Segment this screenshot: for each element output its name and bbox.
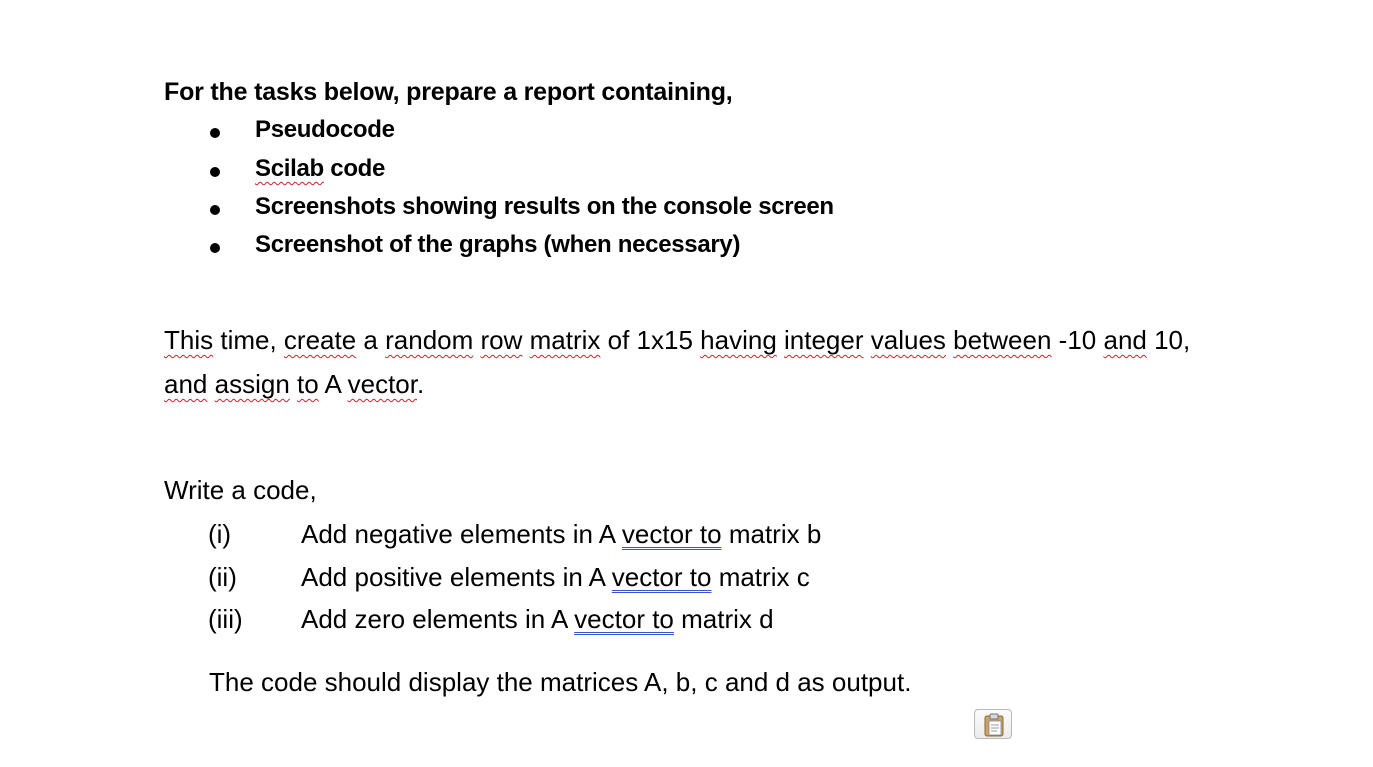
- grammarcheck-phrase: vector to: [574, 604, 674, 634]
- intro-line-2: [164, 369, 424, 400]
- spellcheck-word: and: [1103, 325, 1147, 355]
- spellcheck-word: assign: [214, 369, 290, 399]
- text-run: Add positive elements in A: [301, 562, 612, 592]
- intro-line-1: [164, 325, 1190, 356]
- text-run: matrix d: [673, 604, 774, 634]
- text-run: A: [318, 369, 348, 399]
- bullet-icon: [210, 243, 220, 253]
- text-run: 10,: [1146, 325, 1191, 355]
- spellcheck-word: to: [297, 369, 319, 399]
- bullet-text-graphs: Screenshot of the graphs (when necessary): [255, 231, 741, 258]
- list-number: (ii): [208, 562, 237, 592]
- bullet-text-screenshots: Screenshots showing results on the console screen: [255, 193, 834, 220]
- task-intro: Write a code,: [164, 475, 317, 505]
- grammarcheck-phrase: vector to: [611, 562, 712, 592]
- text-run: Add zero elements in A: [301, 604, 575, 634]
- list-number: (iii): [208, 604, 243, 634]
- text-run: .: [417, 369, 425, 399]
- closing-instruction: The code should display the matrices A, b, c and d as output.: [209, 667, 912, 697]
- task-text: [301, 604, 774, 635]
- spellcheck-word: having: [700, 325, 777, 355]
- text-run: of 1x15: [600, 325, 701, 355]
- bullet-icon: [210, 167, 220, 177]
- text-run: [777, 325, 784, 355]
- spellcheck-word: matrix: [529, 325, 601, 355]
- text-run: [864, 325, 871, 355]
- spellcheck-word: create: [283, 325, 357, 355]
- text-run: a: [356, 325, 386, 355]
- bullet-icon: [210, 128, 220, 138]
- text-run: -10: [1051, 325, 1104, 355]
- spellcheck-word: values: [870, 325, 946, 355]
- spellcheck-word: and: [164, 369, 208, 399]
- bullet-icon: [210, 205, 220, 215]
- spellcheck-word: integer: [784, 325, 864, 355]
- spellcheck-word: vector: [347, 369, 417, 399]
- bullet-text-scilab-code: Scilab code: [255, 155, 386, 182]
- task-text: [301, 562, 810, 593]
- paste-options-button[interactable]: [974, 709, 1012, 739]
- clipboard-icon: [984, 713, 1004, 737]
- spellcheck-word: This: [164, 325, 214, 355]
- spellcheck-word: between: [953, 325, 1052, 355]
- task-text: [301, 519, 821, 550]
- text-run: matrix b: [721, 519, 822, 549]
- text-run: [522, 325, 529, 355]
- report-heading: For the tasks below, prepare a report containing,: [164, 78, 733, 106]
- bullet-text-pseudocode: Pseudocode: [255, 116, 395, 143]
- text-run: [290, 369, 297, 399]
- text-run: Add negative elements in A: [301, 519, 622, 549]
- spellcheck-word: random: [385, 325, 474, 355]
- spellcheck-word: row: [480, 325, 523, 355]
- spellcheck-word: Scilab: [255, 155, 324, 182]
- text-run: matrix c: [711, 562, 810, 592]
- text-run: [473, 325, 480, 355]
- list-number: (i): [208, 519, 232, 549]
- text-run: [207, 369, 214, 399]
- text-run: time,: [213, 325, 284, 355]
- grammarcheck-phrase: vector to: [621, 519, 722, 549]
